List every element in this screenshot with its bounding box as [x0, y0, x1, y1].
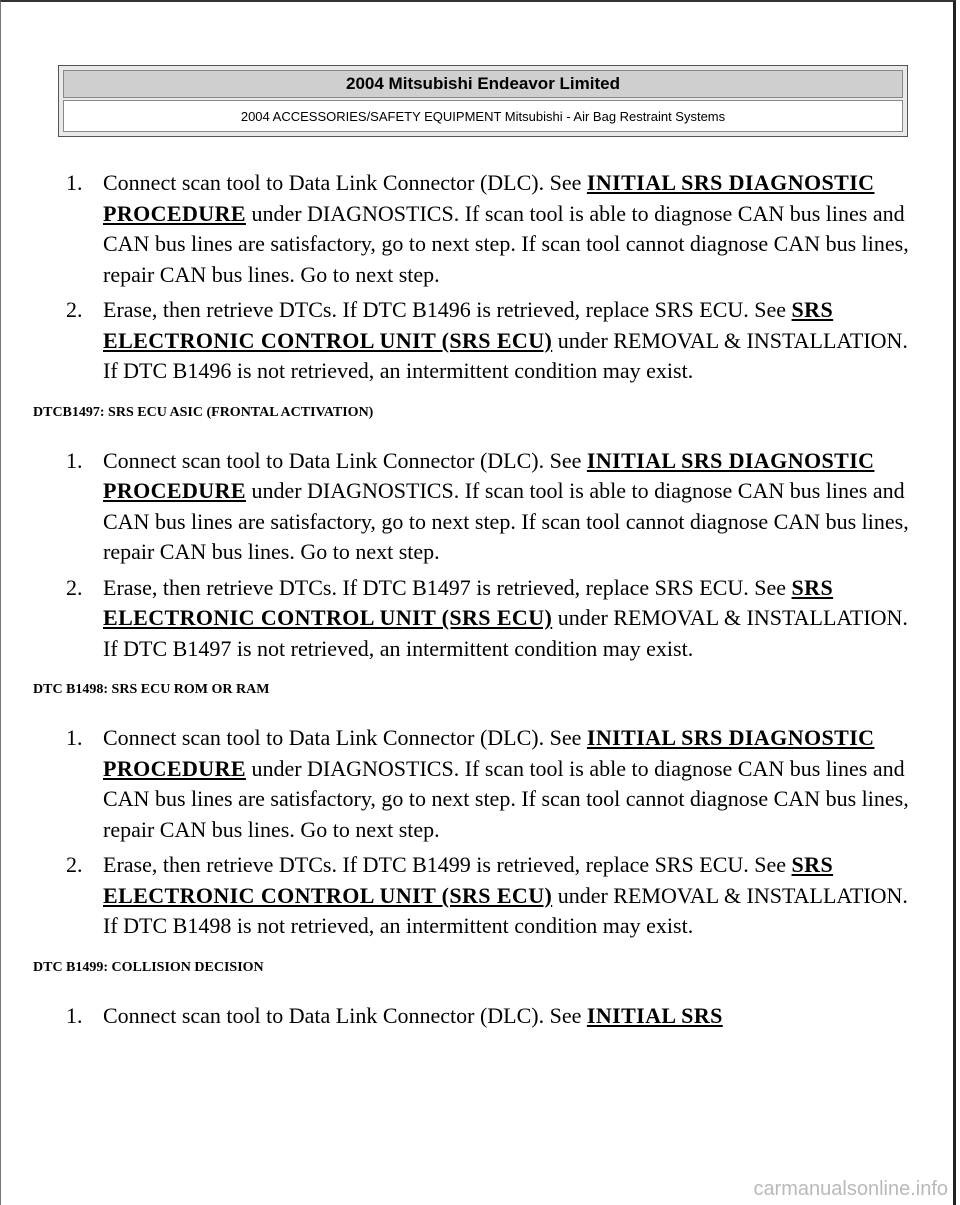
step-text: Erase, then retrieve DTCs. If DTC B1499 is retrieved, replace SRS ECU. See: [103, 852, 792, 877]
step-number: 2.: [66, 297, 83, 322]
step-text: Connect scan tool to Data Link Connector (DLC). See: [103, 447, 587, 473]
document-subtitle: 2004 ACCESSORIES/SAFETY EQUIPMENT Mitsubishi - Air Bag Restraint Systems: [63, 100, 903, 132]
step-list: [66, 723, 916, 942]
removal-link[interactable]: SRS ELECTRONIC CONTROL UNIT (SRS ECU): [103, 574, 834, 630]
list-item: [66, 295, 916, 387]
document-title: 2004 Mitsubishi Endeavor Limited: [63, 70, 903, 98]
list-item: [66, 446, 916, 568]
step-number: 1.: [66, 447, 83, 473]
document-header: [58, 65, 908, 137]
section-heading: DTC B1499: COLLISION DECISION: [33, 959, 264, 975]
step-number: 1.: [66, 725, 83, 750]
step-text: Connect scan tool to Data Link Connector (DLC). See: [103, 1002, 587, 1028]
list-item: [66, 850, 916, 942]
document-content: [33, 168, 916, 1036]
step-text: under DIAGNOSTICS. If scan tool is able to diagnose CAN bus lines and CAN bus lines are satisfactory, go to next step. If scan tool cannot diagnose CAN bus lines, repair CAN bus lines. Go to next step.: [103, 200, 909, 287]
step-text: under DIAGNOSTICS. If scan tool is able to diagnose CAN bus lines and CAN bus lines are satisfactory, go to next step. If scan tool cannot diagnose CAN bus lines, repair CAN bus lines. Go to next step.: [103, 755, 909, 842]
step-number: 1.: [66, 1002, 83, 1028]
list-item: [66, 573, 916, 665]
step-number: 2.: [66, 574, 83, 600]
step-number: 1.: [66, 170, 83, 195]
section-heading: DTC B1498: SRS ECU ROM OR RAM: [33, 682, 270, 697]
step-text: under DIAGNOSTICS. If scan tool is able to diagnose CAN bus lines and CAN bus lines are satisfactory, go to next step. If scan tool cannot diagnose CAN bus lines, repair CAN bus lines. Go to next step.: [103, 478, 909, 564]
step-text: under REMOVAL & INSTALLATION. If DTC B1498 is not retrieved, an intermittent condition may exist.: [103, 882, 908, 938]
procedure-link[interactable]: INITIAL SRS DIAGNOSTIC PROCEDURE: [103, 725, 875, 781]
step-number: 2.: [66, 852, 83, 877]
list-item: [66, 168, 916, 290]
step-text: Connect scan tool to Data Link Connector (DLC). See: [103, 725, 587, 750]
step-text: Connect scan tool to Data Link Connector (DLC). See: [103, 170, 587, 195]
watermark: carmanualsonline.info: [753, 1178, 948, 1200]
step-list: [66, 446, 916, 665]
removal-link[interactable]: SRS ELECTRONIC CONTROL UNIT (SRS ECU): [103, 297, 834, 353]
step-text: under REMOVAL & INSTALLATION. If DTC B1497 is not retrieved, an intermittent condition may exist.: [103, 605, 908, 661]
section-heading: DTCB1497: SRS ECU ASIC (FRONTAL ACTIVATION): [33, 404, 374, 420]
step-list: [66, 168, 916, 387]
step-text: Erase, then retrieve DTCs. If DTC B1496 is retrieved, replace SRS ECU. See: [103, 297, 792, 322]
step-text: Erase, then retrieve DTCs. If DTC B1497 is retrieved, replace SRS ECU. See: [103, 574, 792, 600]
list-item: [66, 723, 916, 845]
list-item: [66, 1001, 916, 1032]
procedure-link[interactable]: INITIAL SRS DIAGNOSTIC PROCEDURE: [103, 447, 875, 503]
procedure-link[interactable]: INITIAL SRS: [586, 1002, 723, 1028]
step-list: [66, 1001, 916, 1032]
step-text: under REMOVAL & INSTALLATION. If DTC B1496 is not retrieved, an intermittent condition may exist.: [103, 327, 908, 383]
procedure-link[interactable]: INITIAL SRS DIAGNOSTIC PROCEDURE: [103, 170, 875, 226]
removal-link[interactable]: SRS ELECTRONIC CONTROL UNIT (SRS ECU): [103, 852, 834, 908]
